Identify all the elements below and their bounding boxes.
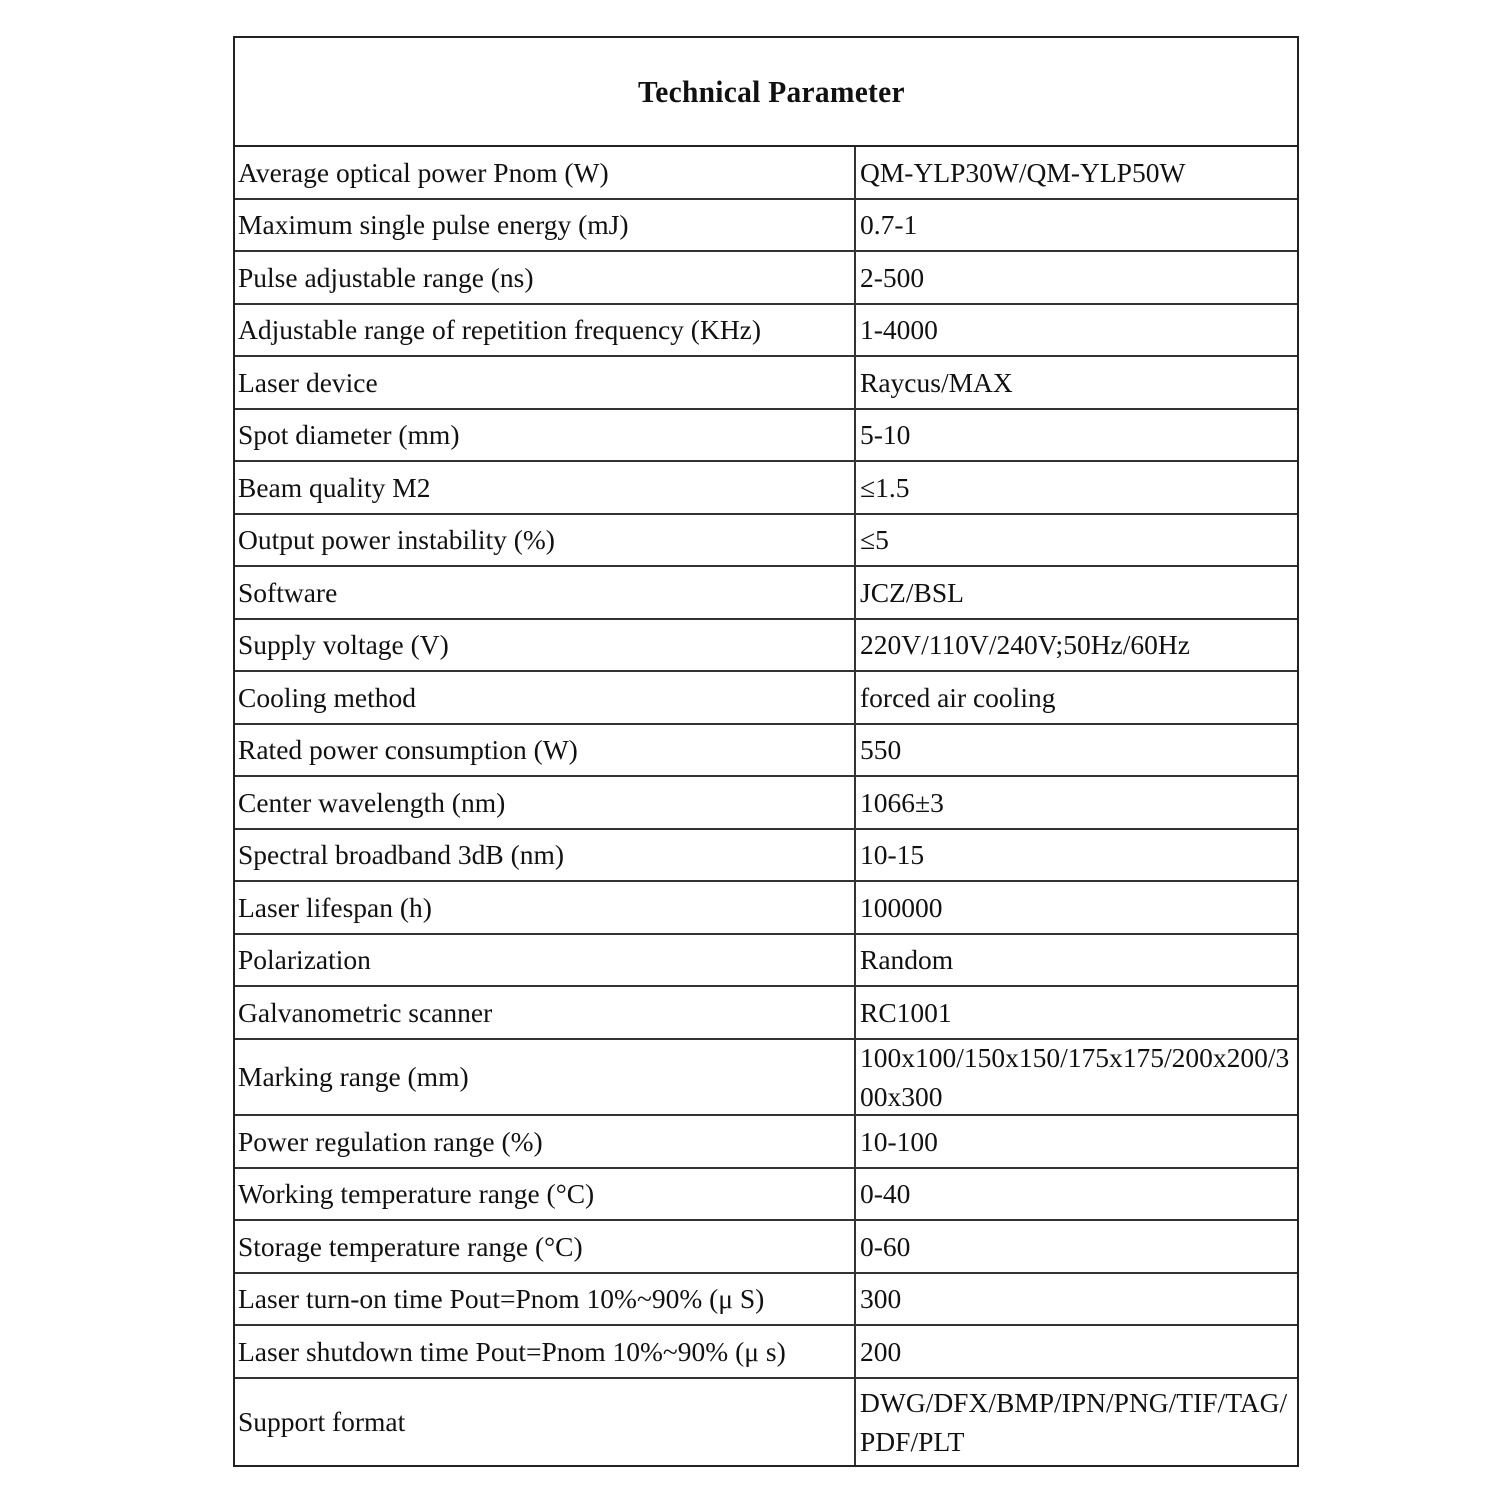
parameter-name-cell: Marking range (mm) [235, 1040, 856, 1115]
table-row [235, 620, 1297, 673]
parameter-value-cell: 0-40 [860, 1178, 911, 1210]
parameter-name-cell: Polarization [235, 935, 856, 986]
parameter-name-cell: Software [235, 567, 856, 618]
parameter-name-cell: Galvanometric scanner [235, 987, 856, 1038]
parameter-value-cell: 550 [860, 734, 902, 766]
parameter-name-cell: Spot diameter (mm) [235, 410, 856, 461]
parameter-name-cell: Average optical power Pnom (W) [235, 147, 856, 198]
table-row [235, 1379, 1297, 1465]
parameter-name-cell: Support format [235, 1379, 856, 1465]
parameter-value-cell: 1066±3 [860, 786, 944, 818]
parameter-name-cell: Laser shutdown time Pout=Pnom 10%~90% (μ s) [235, 1326, 856, 1377]
parameter-name-cell: Spectral broadband 3dB (nm) [235, 830, 856, 881]
table-row [235, 462, 1297, 515]
parameter-value-cell: ≤5 [860, 524, 889, 556]
parameter-name-cell: Laser lifespan (h) [235, 882, 856, 933]
parameter-value-cell: JCZ/BSL [860, 576, 964, 608]
parameter-value-cell: 100x100/150x150/175x175/200x200/300x300 [860, 1041, 1290, 1112]
parameter-name-cell: Maximum single pulse energy (mJ) [235, 200, 856, 251]
table-row [235, 1326, 1297, 1379]
parameter-value-cell: 5-10 [860, 419, 911, 451]
table-title-row [235, 38, 1297, 147]
table-row [235, 672, 1297, 725]
table-row [235, 147, 1297, 200]
table-row [235, 1040, 1297, 1117]
parameter-name-cell: Beam quality M2 [235, 462, 856, 513]
table-body [235, 147, 1297, 1465]
parameter-value-cell: 0.7-1 [860, 209, 918, 241]
parameter-value-cell: DWG/DFX/BMP/IPN/PNG/TIF/TAG/PDF/PLT [860, 1386, 1288, 1457]
table-row [235, 305, 1297, 358]
parameter-name-cell: Rated power consumption (W) [235, 725, 856, 776]
parameter-name-cell: Laser device [235, 357, 856, 408]
table-row [235, 410, 1297, 463]
table-title: Technical Parameter [637, 73, 905, 109]
parameter-value-cell: 220V/110V/240V;50Hz/60Hz [860, 629, 1190, 661]
table-row [235, 1169, 1297, 1222]
parameter-value-cell: 1-4000 [860, 314, 938, 346]
parameter-value-cell: 100000 [860, 891, 943, 923]
parameter-name-cell: Pulse adjustable range (ns) [235, 252, 856, 303]
parameter-value-cell: Random [860, 944, 954, 976]
table-row [235, 1221, 1297, 1274]
table-row [235, 987, 1297, 1040]
parameter-value-cell: RC1001 [860, 996, 952, 1028]
parameter-name-cell: Cooling method [235, 672, 856, 723]
parameter-value-cell: ≤1.5 [860, 471, 910, 503]
parameter-name-cell: Output power instability (%) [235, 515, 856, 566]
parameter-value-cell: 2-500 [860, 261, 925, 293]
parameter-name-cell: Storage temperature range (°C) [235, 1221, 856, 1272]
parameter-value-cell: QM-YLP30W/QM-YLP50W [860, 156, 1186, 188]
parameter-value-cell: 300 [860, 1283, 902, 1315]
table-row [235, 1116, 1297, 1169]
table-row [235, 1274, 1297, 1327]
parameter-name-cell: Working temperature range (°C) [235, 1169, 856, 1220]
table-row [235, 935, 1297, 988]
parameter-name-cell: Laser turn-on time Pout=Pnom 10%~90% (μ S) [235, 1274, 856, 1325]
table-row [235, 777, 1297, 830]
table-row [235, 200, 1297, 253]
table-row [235, 567, 1297, 620]
parameter-value-cell: forced air cooling [860, 681, 1056, 713]
parameter-name-cell: Supply voltage (V) [235, 620, 856, 671]
parameter-name-cell: Center wavelength (nm) [235, 777, 856, 828]
parameter-value-cell: 0-60 [860, 1230, 911, 1262]
table-row [235, 252, 1297, 305]
parameter-value-cell: Raycus/MAX [860, 366, 1013, 398]
table-row [235, 725, 1297, 778]
parameter-name-cell: Adjustable range of repetition frequency (KHz) [235, 305, 856, 356]
table-row [235, 515, 1297, 568]
parameter-value-cell: 10-15 [860, 839, 925, 871]
table-row [235, 882, 1297, 935]
technical-parameter-table [233, 36, 1299, 1467]
table-row [235, 830, 1297, 883]
parameter-name-cell: Power regulation range (%) [235, 1116, 856, 1167]
parameter-value-cell: 200 [860, 1335, 902, 1367]
table-row [235, 357, 1297, 410]
parameter-value-cell: 10-100 [860, 1125, 938, 1157]
